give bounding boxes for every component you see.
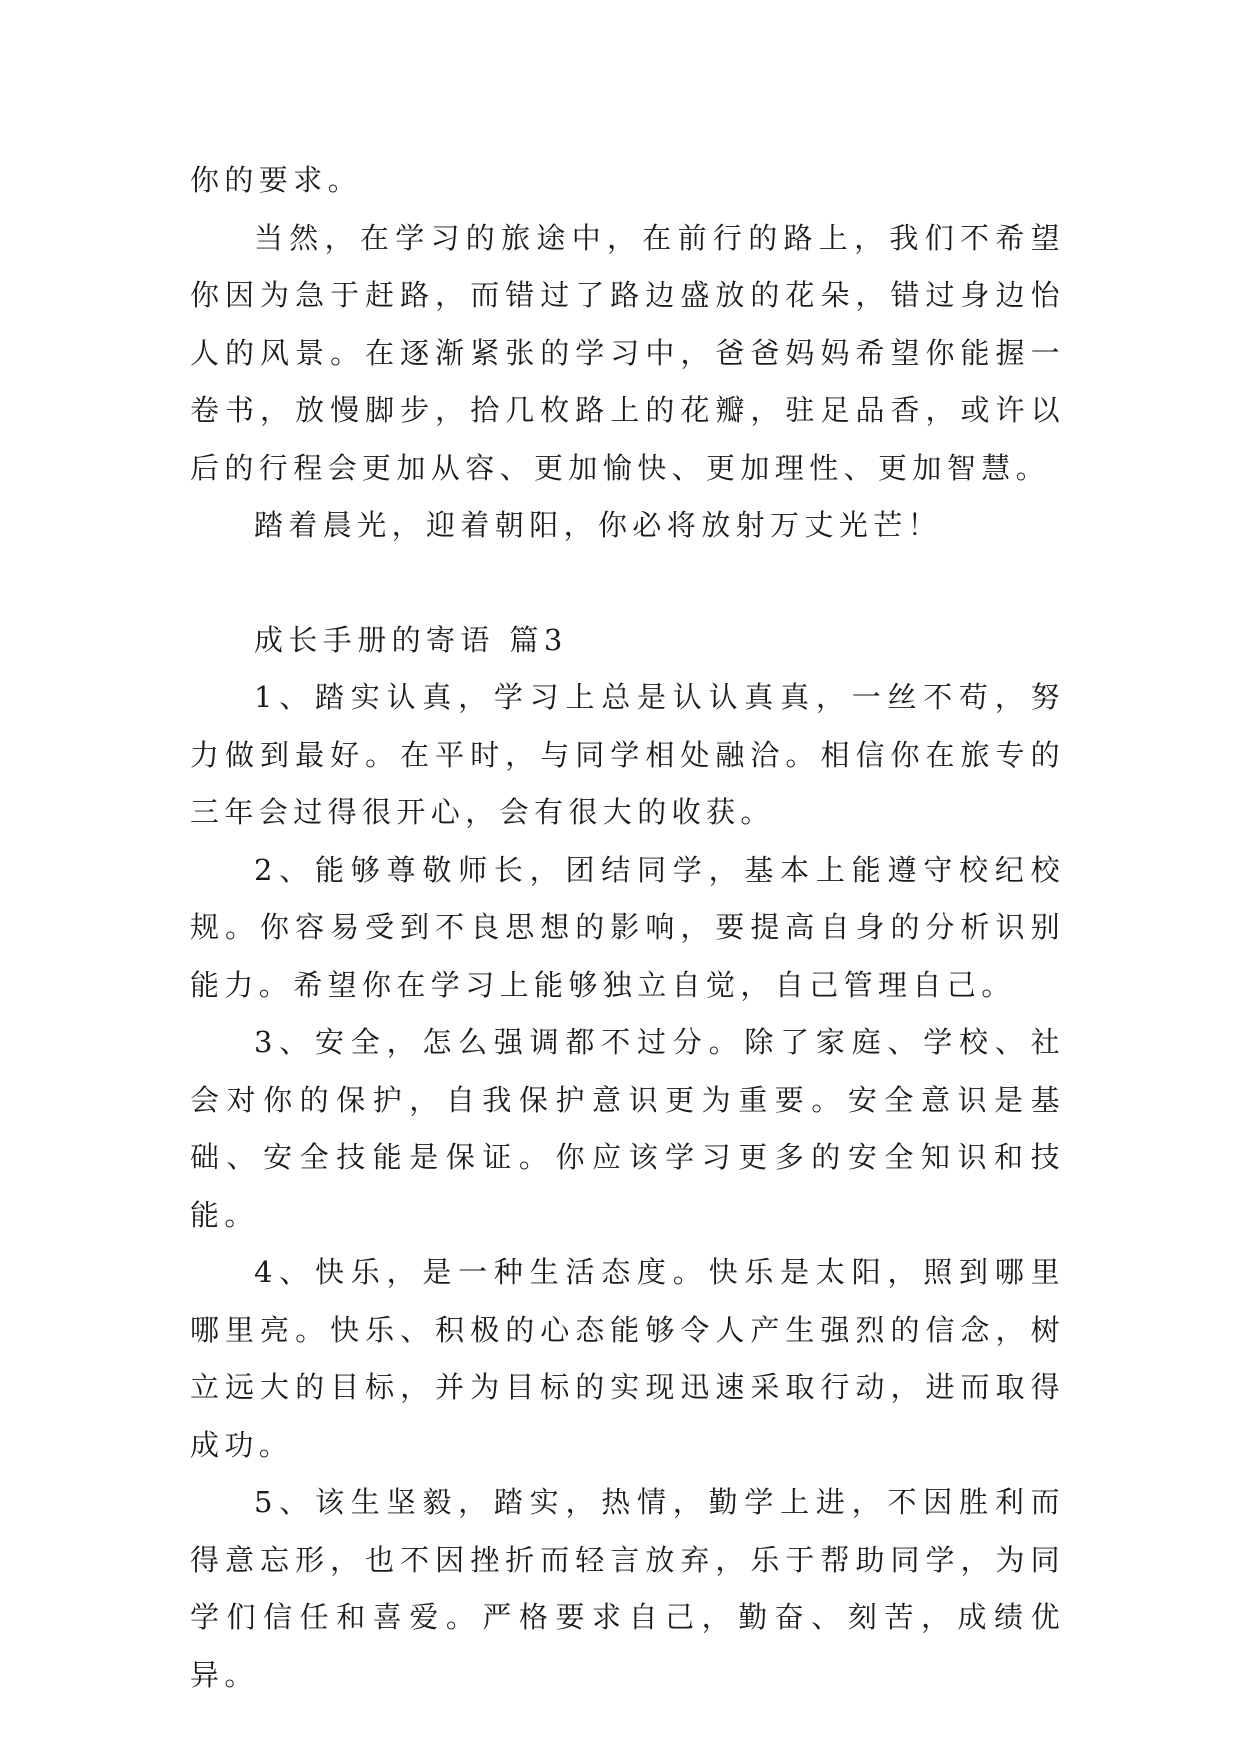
intro-tail-paragraph: 你的要求。 [190,163,363,197]
list-item: 1、踏实认真，学习上总是认认真真，一丝不苟，努力做到最好。在平时，与同学相处融洽。相信你在旅专的三年会过得很开心，会有很大的收获。 [190,680,1065,829]
paragraph-morning-light: 踏着晨光，迎着朝阳，你必将放射万丈光芒！ [254,508,943,542]
list-item: 4、快乐，是一种生活态度。快乐是太阳，照到哪里哪里亮。快乐、积极的心态能够令人产生强烈的信念，树立远大的目标，并为目标的实现迅速采取行动，进而取得成功。 [190,1255,1065,1462]
list-item: 3、安全，怎么强调都不过分。除了家庭、学校、社会对你的保护，自我保护意识更为重要。安全意识是基础、安全技能是保证。你应该学习更多的安全知识和技能。 [190,1025,1065,1232]
section-spacer [190,555,1065,612]
document-page [190,152,1065,1704]
list-item: 2、能够尊敬师长，团结同学，基本上能遵守校纪校规。你容易受到不良思想的影响，要提高自身的分析识别能力。希望你在学习上能够独立自觉，自己管理自己。 [190,852,1065,1002]
section-heading: 成长手册的寄语 篇3 [254,622,568,657]
paragraph-journey: 当然，在学习的旅途中，在前行的路上，我们不希望你因为急于赶路，而错过了路边盛放的花朵，错过身边怡人的风景。在逐渐紧张的学习中，爸爸妈妈希望你能握一卷书，放慢脚步，拾几枚路上的花瓣，驻足品香，或许以后的行程会更加从容、更加愉快、更加理性、更加智慧。 [190,220,1065,485]
list-item: 5、该生坚毅，踏实，热情，勤学上进，不因胜利而得意忘形，也不因挫折而轻言放弃，乐于帮助同学，为同学们信任和喜爱。严格要求自己，勤奋、刻苦，成绩优异。 [190,1485,1065,1692]
